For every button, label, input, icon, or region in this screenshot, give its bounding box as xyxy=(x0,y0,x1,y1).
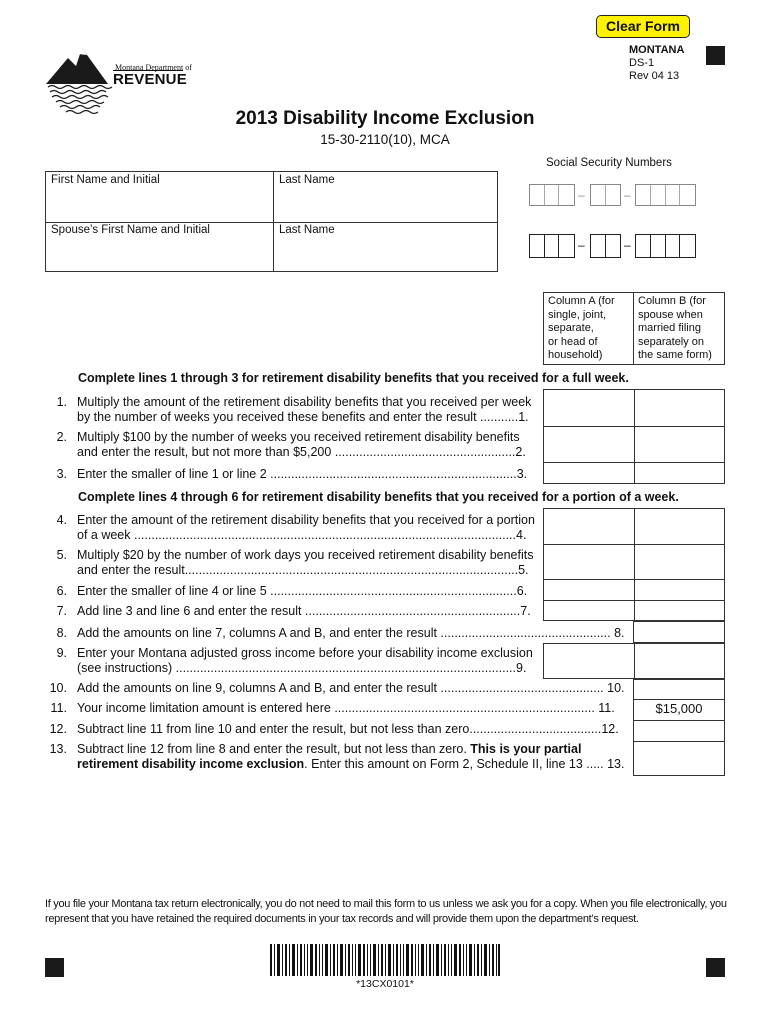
spouse-first-name-input[interactable] xyxy=(50,238,268,268)
line-number: 6. xyxy=(56,584,67,598)
line-4-column-a-input[interactable] xyxy=(546,511,632,541)
line-1-column-b-input[interactable] xyxy=(636,392,722,422)
name-fields-box xyxy=(45,171,498,272)
form-id: DS-1 xyxy=(629,57,655,69)
instruction-portion-week: Complete lines 4 through 6 for retirement disability benefits that you received for a portion of a week. xyxy=(78,490,679,504)
column-b-header: Column B (for spouse when married filing separately on the same form) xyxy=(633,292,725,365)
line-number: 2. xyxy=(56,430,67,444)
line-1-text: Multiply the amount of the retirement disability benefits that you received per week xyxy=(77,395,532,409)
line-11-text: Your income limitation amount is entered here ........................................................................... 11. xyxy=(77,701,615,715)
line-4-text: Enter the amount of the retirement disability benefits that you received for a portion xyxy=(77,513,535,527)
line-1-text: by the number of weeks you received these benefits and enter the result ...........1. xyxy=(77,410,529,424)
line-10-text: Add the amounts on line 9, columns A and B, and enter the result ............................................... 10. xyxy=(77,681,625,695)
spouse-ssn-input-part3[interactable] xyxy=(635,234,696,258)
dept-name: REVENUE xyxy=(113,71,187,88)
line-8-input[interactable] xyxy=(633,621,725,643)
line-7-column-b-input[interactable] xyxy=(636,602,722,619)
line-4-text: of a week ..............................................................................................................4. xyxy=(77,528,527,542)
line-number: 1. xyxy=(56,395,67,409)
line-number: 13. xyxy=(49,742,67,756)
line-number: 4. xyxy=(56,513,67,527)
line-number: 8. xyxy=(56,626,67,640)
line-8-text: Add the amounts on line 7, columns A and B, and enter the result ................................................. 8. xyxy=(77,626,625,640)
line-number: 9. xyxy=(56,646,67,660)
line-3-text: Enter the smaller of line 1 or line 2 .......................................................................3. xyxy=(77,467,528,481)
page-title: 2013 Disability Income Exclusion xyxy=(235,108,535,129)
clear-form-button[interactable]: Clear Form xyxy=(596,15,690,38)
last-name-label: Last Name xyxy=(279,174,335,186)
line-13-text: retirement disability income exclusion. Enter this amount on Form 2, Schedule II, line 13 ..... 13. xyxy=(77,757,625,771)
spouse-last-name-label: Last Name xyxy=(279,224,335,236)
line-9-column-a-input[interactable] xyxy=(546,646,632,676)
instruction-full-week: Complete lines 1 through 3 for retirement disability benefits that you received for a full week. xyxy=(78,371,629,385)
spouse-ssn-input-part1[interactable] xyxy=(529,234,575,258)
line-9-text: Enter your Montana adjusted gross income before your disability income exclusion xyxy=(77,646,533,660)
corner-mark-icon xyxy=(706,46,725,65)
corner-mark-icon xyxy=(45,958,64,977)
line-2-column-b-input[interactable] xyxy=(636,428,722,458)
corner-mark-icon xyxy=(706,958,725,977)
dept-subtitle: Montana Department of xyxy=(115,63,192,72)
line-number: 12. xyxy=(49,722,67,736)
line-5-text: Multiply $20 by the number of work days you received retirement disability benefits xyxy=(77,548,534,562)
line-4-column-b-input[interactable] xyxy=(636,511,722,541)
line-2-column-a-input[interactable] xyxy=(546,428,632,458)
ssn-input-part2[interactable] xyxy=(590,184,621,206)
line-2-text: Multiply $100 by the number of weeks you received retirement disability benefits xyxy=(77,430,520,444)
spouse-first-name-label: Spouse’s First Name and Initial xyxy=(51,224,210,236)
spouse-ssn-input-part2[interactable] xyxy=(590,234,621,258)
line-13-text: Subtract line 12 from line 8 and enter the result, but not less than zero. This is your partial xyxy=(77,742,582,756)
line-number: 5. xyxy=(56,548,67,562)
first-name-input[interactable] xyxy=(50,188,268,218)
line-6-column-b-input[interactable] xyxy=(636,581,722,598)
line-9-text: (see instructions) ..................................................................................................9. xyxy=(77,661,527,675)
line-6-column-a-input[interactable] xyxy=(546,581,632,598)
line-7-text: Add line 3 and line 6 and enter the result ..............................................................7. xyxy=(77,604,531,618)
barcode-icon xyxy=(270,944,500,976)
statute-reference: 15-30-2110(10), MCA xyxy=(320,132,450,147)
line-5-column-a-input[interactable] xyxy=(546,546,632,576)
column-a-header: Column A (for single, joint, separate, or head of household) xyxy=(543,292,634,365)
ssn-input-part3[interactable] xyxy=(635,184,696,206)
line-number: 7. xyxy=(56,604,67,618)
income-limitation-value: $15,000 xyxy=(655,701,703,716)
line-12-input[interactable] xyxy=(636,721,722,739)
ssn-input-part1[interactable] xyxy=(529,184,575,206)
line-13-input[interactable] xyxy=(636,742,722,774)
ssn-dash: – xyxy=(624,188,631,202)
line-number: 10. xyxy=(49,681,67,695)
line-5-column-b-input[interactable] xyxy=(636,546,722,576)
first-name-label: First Name and Initial xyxy=(51,174,160,186)
barcode-label: *13CX0101* xyxy=(356,978,414,990)
ssn-section-label: Social Security Numbers xyxy=(546,157,672,169)
line-5-text: and enter the result................................................................................................5. xyxy=(77,563,529,577)
ssn-dash: – xyxy=(578,188,585,202)
line-number: 11. xyxy=(50,701,67,715)
state-label: MONTANA xyxy=(629,44,685,56)
ssn-dash: – xyxy=(624,238,631,252)
line-12-text: Subtract line 11 from line 10 and enter the result, but not less than zero......................................12. xyxy=(77,722,619,736)
ssn-dash: – xyxy=(578,238,585,252)
line-number: 3. xyxy=(56,467,67,481)
line-9-column-b-input[interactable] xyxy=(636,646,722,676)
line-3-column-a-input[interactable] xyxy=(546,464,632,482)
revision-label: Rev 04 13 xyxy=(629,70,680,82)
last-name-input[interactable] xyxy=(278,188,492,218)
line-3-column-b-input[interactable] xyxy=(636,464,722,482)
line-2-text: and enter the result, but not more than $5,200 ....................................................2. xyxy=(77,445,526,459)
electronic-filing-note: If you file your Montana tax return electronically, you do not need to mail this form to us unless we ask you for a copy. When you file electronically, you represent that you have retained the required documents in your tax records and will provide them upon the department’s request. xyxy=(45,898,727,925)
line-1-column-a-input[interactable] xyxy=(546,392,632,422)
spouse-last-name-input[interactable] xyxy=(278,238,492,268)
line-6-text: Enter the smaller of line 4 or line 5 .......................................................................6. xyxy=(77,584,528,598)
line-7-column-a-input[interactable] xyxy=(546,602,632,619)
line-10-input[interactable] xyxy=(636,681,722,697)
